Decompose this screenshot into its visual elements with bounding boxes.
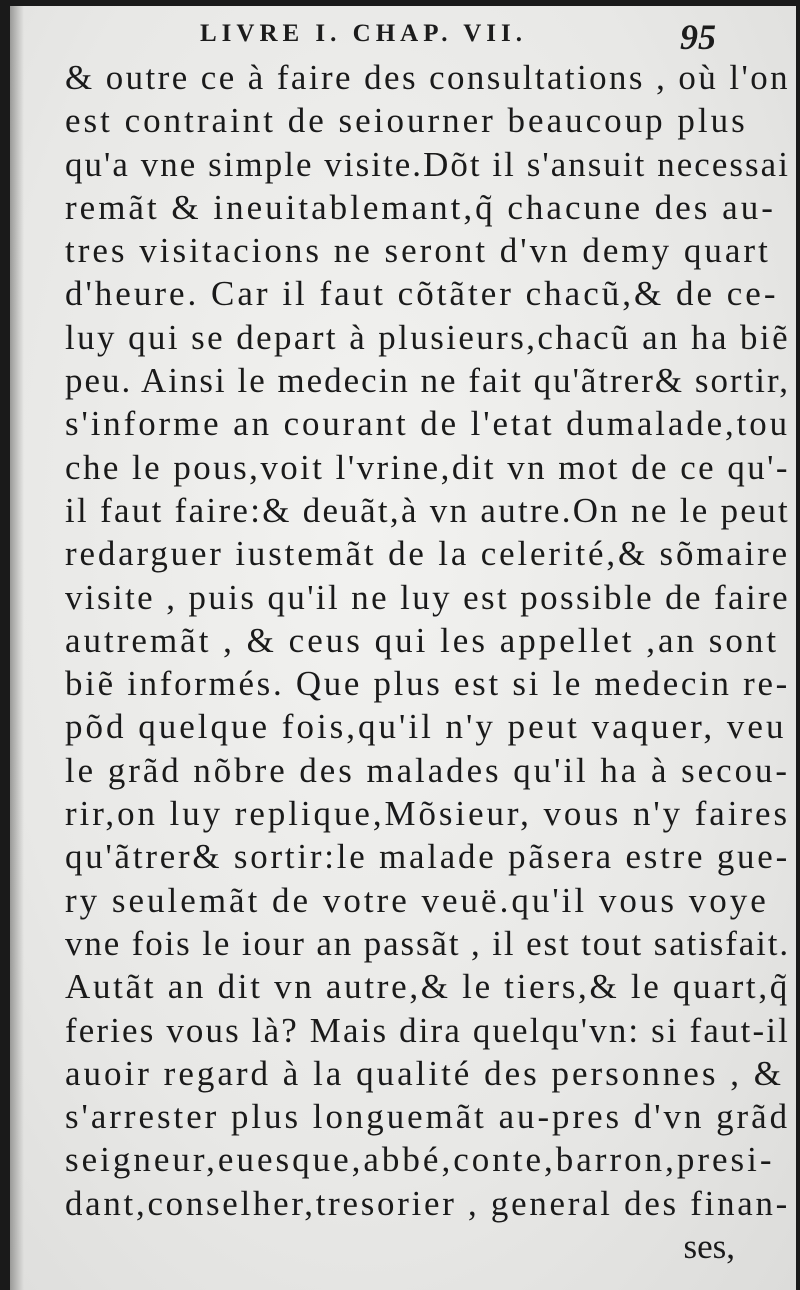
text-line: redarguer iustemãt de la celerité,& sõmaire <box>65 534 790 574</box>
body-text <box>65 56 790 1268</box>
text-line: che le pous,voit l'vrine,dit vn mot de ce qu'- <box>65 447 790 487</box>
text-line: s'informe an courant de l'etat dumalade,tou <box>65 404 790 444</box>
page-number: 95 <box>680 17 716 57</box>
text-line: seigneur,euesque,abbé,conte,barron,presi- <box>65 1140 775 1180</box>
text-line: vne fois le iour an passãt , il est tout satisfait. <box>65 923 790 963</box>
text-line: feries vous là? Mais dira quelqu'vn: si faut-il <box>65 1010 790 1050</box>
text-line: ses, <box>683 1227 735 1267</box>
text-line: rir,on luy replique,Mõsieur, vous n'y faires <box>65 794 790 834</box>
text-line: d'heure. Car il faut cõtãter chacũ,& de ce- <box>65 274 779 314</box>
text-line: s'arrester plus longuemãt au-pres d'vn grãd <box>65 1097 790 1137</box>
text-line: autremãt , & ceus qui les appellet ,an sont <box>65 620 780 660</box>
text-line: il faut faire:& deuãt,à vn autre.On ne le peut <box>65 490 790 530</box>
text-line: auoir regard à la qualité des personnes , & <box>65 1053 784 1093</box>
running-head: LIVRE I. CHAP. VII. <box>200 20 528 47</box>
page-header <box>10 18 796 58</box>
text-line: peu. Ainsi le medecin ne fait qu'ãtrer& sortir, <box>65 361 790 401</box>
page-gutter-shadow <box>10 6 24 1290</box>
text-line: le grãd nõbre des malades qu'il ha à secou- <box>65 750 790 790</box>
text-line: tres visitacions ne seront d'vn demy quart <box>65 231 771 271</box>
text-line: est contraint de seiourner beaucoup plus <box>65 101 748 141</box>
text-line: dant,conselher,tresorier , general des finan- <box>65 1183 790 1223</box>
text-line: luy qui se depart à plusieurs,chacũ an ha biẽ <box>65 317 790 357</box>
text-line: qu'a vne simple visite.Dõt il s'ansuit necessai <box>65 144 790 184</box>
text-line: & outre ce à faire des consultations , où l'on <box>65 58 790 97</box>
text-line: qu'ãtrer& sortir:le malade pãsera estre gue- <box>65 837 790 877</box>
text-line: ry seulemãt de votre veuë.qu'il vous voye <box>65 880 769 920</box>
text-line: Autãt an dit vn autre,& le tiers,& le quart,q̃ <box>65 967 790 1007</box>
book-page <box>10 6 796 1290</box>
text-line: biẽ informés. Que plus est si le medecin re- <box>65 664 790 704</box>
text-line: põd quelque fois,qu'il n'y peut vaquer, veu <box>65 707 787 747</box>
text-line: remãt & ineuitablemant,q̃ chacune des au- <box>65 187 776 227</box>
text-line: visite , puis qu'il ne luy est possible de faire <box>65 577 790 617</box>
